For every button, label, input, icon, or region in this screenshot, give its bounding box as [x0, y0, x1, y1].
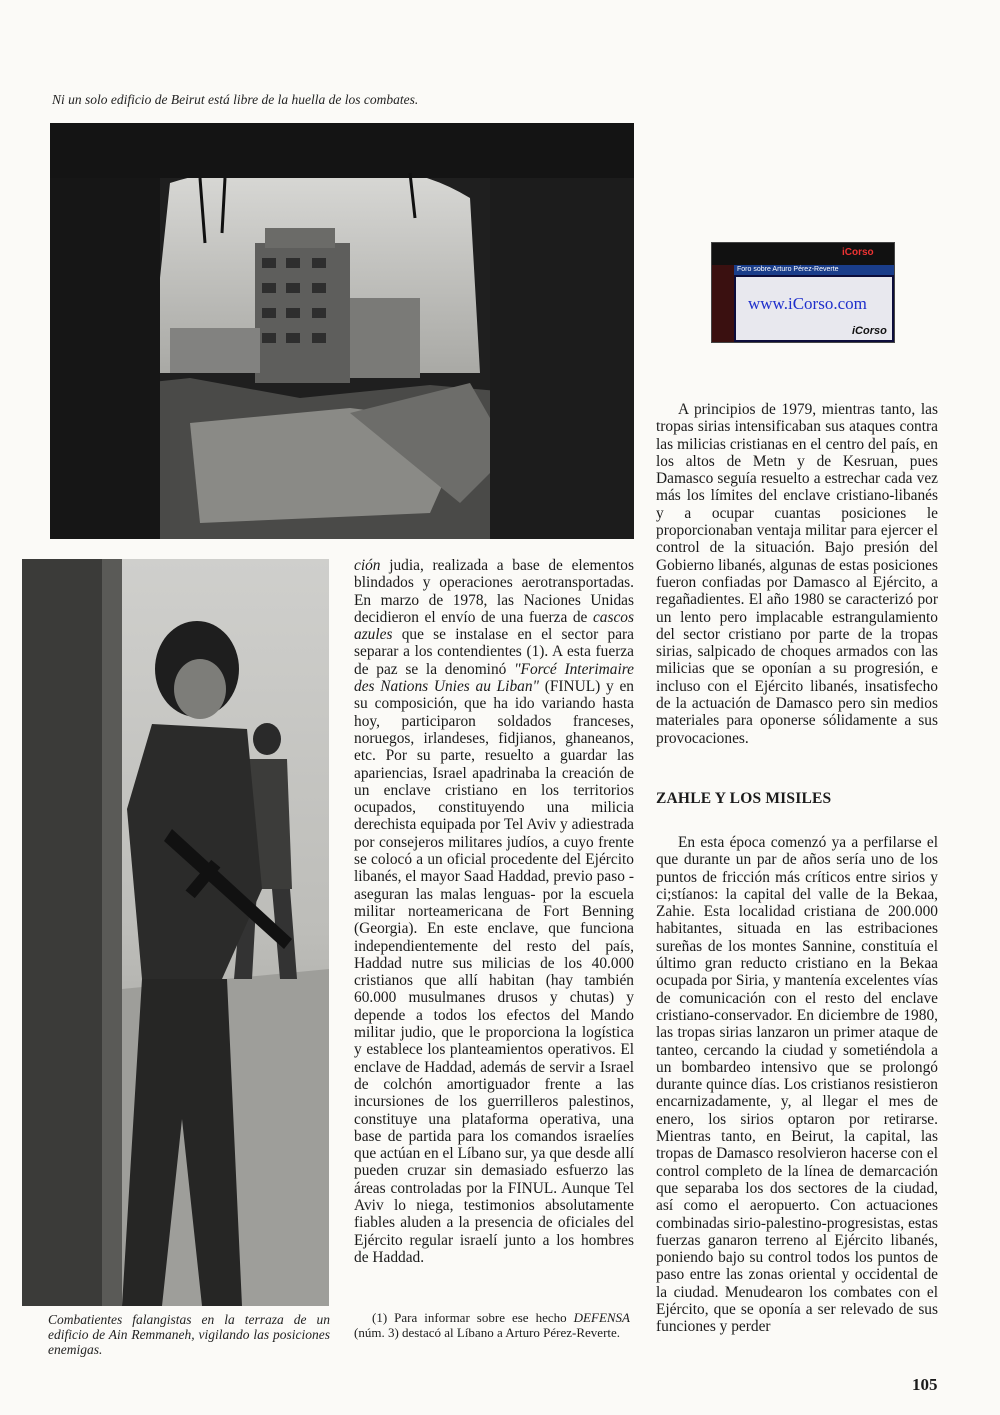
top-photo-beirut-ruins: [50, 123, 634, 539]
watermark-brand-bottom: iCorso: [852, 325, 887, 337]
watermark-banner: Foro sobre Arturo Pérez-Reverte: [734, 265, 895, 275]
top-photo-caption: Ni un solo edificio de Beirut está libre de la huella de los combates.: [52, 92, 419, 107]
right-paragraph-2: En esta época comenzó ya a perfilarse el que durante un par de años sería uno de los puntos de fricción más críticos entre sirios y ci;stíanos: la capital del valle de la Bekaa, Zahie. Esta localidad cristiana de 200.000 habitantes, situada en las estribaciones sureñas de los montes Sannine, constituía el último gran reducto cristiano en la Bekaa ocupada por Siria, y mantenía excelentes vías de comunicación con el resto del enclave cristiano-conservador. En diciembre de 1980, las tropas sirias lanzaron un primer ataque de tanteo, cercando la ciudad y sometiéndola a un bombardeo intensivo que se prolongó durante quince días. Los cristianos resistieron encarnizadamente, y, al llegar el mes de enero, los sirios optaron por retirarse. Mientras tanto, en Beirut, la capital, las tropas de Damasco resolvieron hacerse con el control completo de la línea de demarcación que separaba los dos sectores de la ciudad, así como el aeropuerto. Con actuaciones combinadas sirio-palestino-progresistas, estas fuerzas ganaron terreno al Ejército libanés, poniendo bajo su control todos los puntos de paso entre las zonas oriental y occidental de la ciudad. Menudearon los combates con el Ejército, que se oponía a ser relevado de sus funciones y perder: [656, 834, 938, 1336]
middle-column: [354, 557, 634, 1266]
middle-paragraph: [354, 557, 634, 1266]
middle-text-c: (FINUL) y en su composición, que ha ido variando hasta hoy, participaron soldados franceses, noruegos, irlandeses, fidjianos, ghaneanos, etc. Por su parte, resuelto a guardar las apariencias, Israel apadrinaba la creación de un enclave cristiano en los territorios ocupados, constituyendo una milicia derechista equipada por Tel Aviv y adiestrada por consejeros militares judíos, a cuyo frente se colocó a un oficial procedente del Ejército libanés, el mayor Saad Haddad, previo paso -aseguran las malas lenguas- por la escuela militar norteamericana de Fort Benning (Georgia). En este enclave, que funciona independientemente del resto del país, Haddad nutre sus milicias de los 40.000 cristianos que allí habitan (hay también 60.000 musulmanes drusos y chutas) y depende a todos los efectos del Mando militar judio, que le proporciona la logística y establece los planteamientos operativos. El enclave de Haddad, además de servir a Israel de colchón amortiguador frente a las incursiones de los guerrilleros palestinos, constituye una plataforma operativa, una base de partida para los comandos israelíes que actúan en el Líbano sur, ya que desde allí pueden cruzar sin demasiado esfuerzo las áreas controladas por la FINUL. Aunque Tel Aviv lo niega, testimonios absolutamente fiables aluden a la presencia de oficiales del Ejército regular israelí junto a los hombres de Haddad.: [354, 678, 634, 1266]
middle-text-a: judia, realizada a base de elementos blindados y operaciones aerotransportadas. En marzo de 1978, las Naciones Unidas decidieron el envío de una fuerza de: [354, 557, 634, 626]
icorso-watermark: [711, 242, 895, 343]
lead-italic: ción: [354, 557, 381, 574]
right-paragraph-1: A principios de 1979, mientras tanto, las tropas sirias intensificaban sus ataques contra las milicias cristianas en el centro del país, en los altos de Metn y de Kesruan, pues Damasco seguía resuelto a estrechar cada vez más los límites del enclave cristiano-libanés y a ocupar cuantas posiciones le proporcionaban ventaja militar para ejercer el control de la situación. Bajo presión del Gobierno libanés, algunas de estas posiciones fueron confiadas por Damasco al Ejército, a regañadientes. El año 1980 se caracterizó por un lento pero implacable estrangulamiento del sector cristiano por parte de la tropas sirias, salpicado de choques armados con las milicias que se oponían a su progresión, e incluso con el Ejército libanés, insatisfecho de la actuación de Damasco pero sin medios materiales para oponerse sólidamente a sus provocaciones.: [656, 401, 938, 747]
watermark-sidebar: [712, 265, 734, 342]
middle-italic-finul: "Forcé Interimaire des Nations Unies au Liban": [354, 660, 635, 696]
footnote-text-b: (núm. 3) destacó al Líbano a Arturo Pérez-Reverte.: [354, 1324, 621, 1340]
left-photo-drawing: [22, 559, 329, 1306]
watermark-brand-top: iCorso: [842, 247, 874, 258]
right-column-bottom: [656, 834, 938, 1336]
bottom-photo-caption: Combatientes falangistas en la terraza de un edificio de Ain Remmaneh, vigilando las posiciones enemigas.: [48, 1312, 330, 1357]
right-column-top: [656, 401, 938, 747]
middle-text-b: que se instalase en el sector para separar a los contendientes (1). A esta fuerza de paz se la denominó: [354, 626, 634, 678]
page-number: 105: [912, 1375, 938, 1394]
footnote-text-a: (1) Para informar sobre ese hecho: [372, 1310, 574, 1325]
footnote-italic: DEFENSA: [573, 1310, 630, 1325]
left-photo-combatants: [22, 559, 329, 1306]
top-photo-drawing: [50, 123, 634, 539]
middle-italic-cascos: cascos azules: [354, 608, 634, 644]
section-heading: ZAHLE Y LOS MISILES: [656, 790, 832, 807]
watermark-site-url: www.iCorso.com: [748, 294, 867, 313]
footnote: [354, 1311, 630, 1340]
